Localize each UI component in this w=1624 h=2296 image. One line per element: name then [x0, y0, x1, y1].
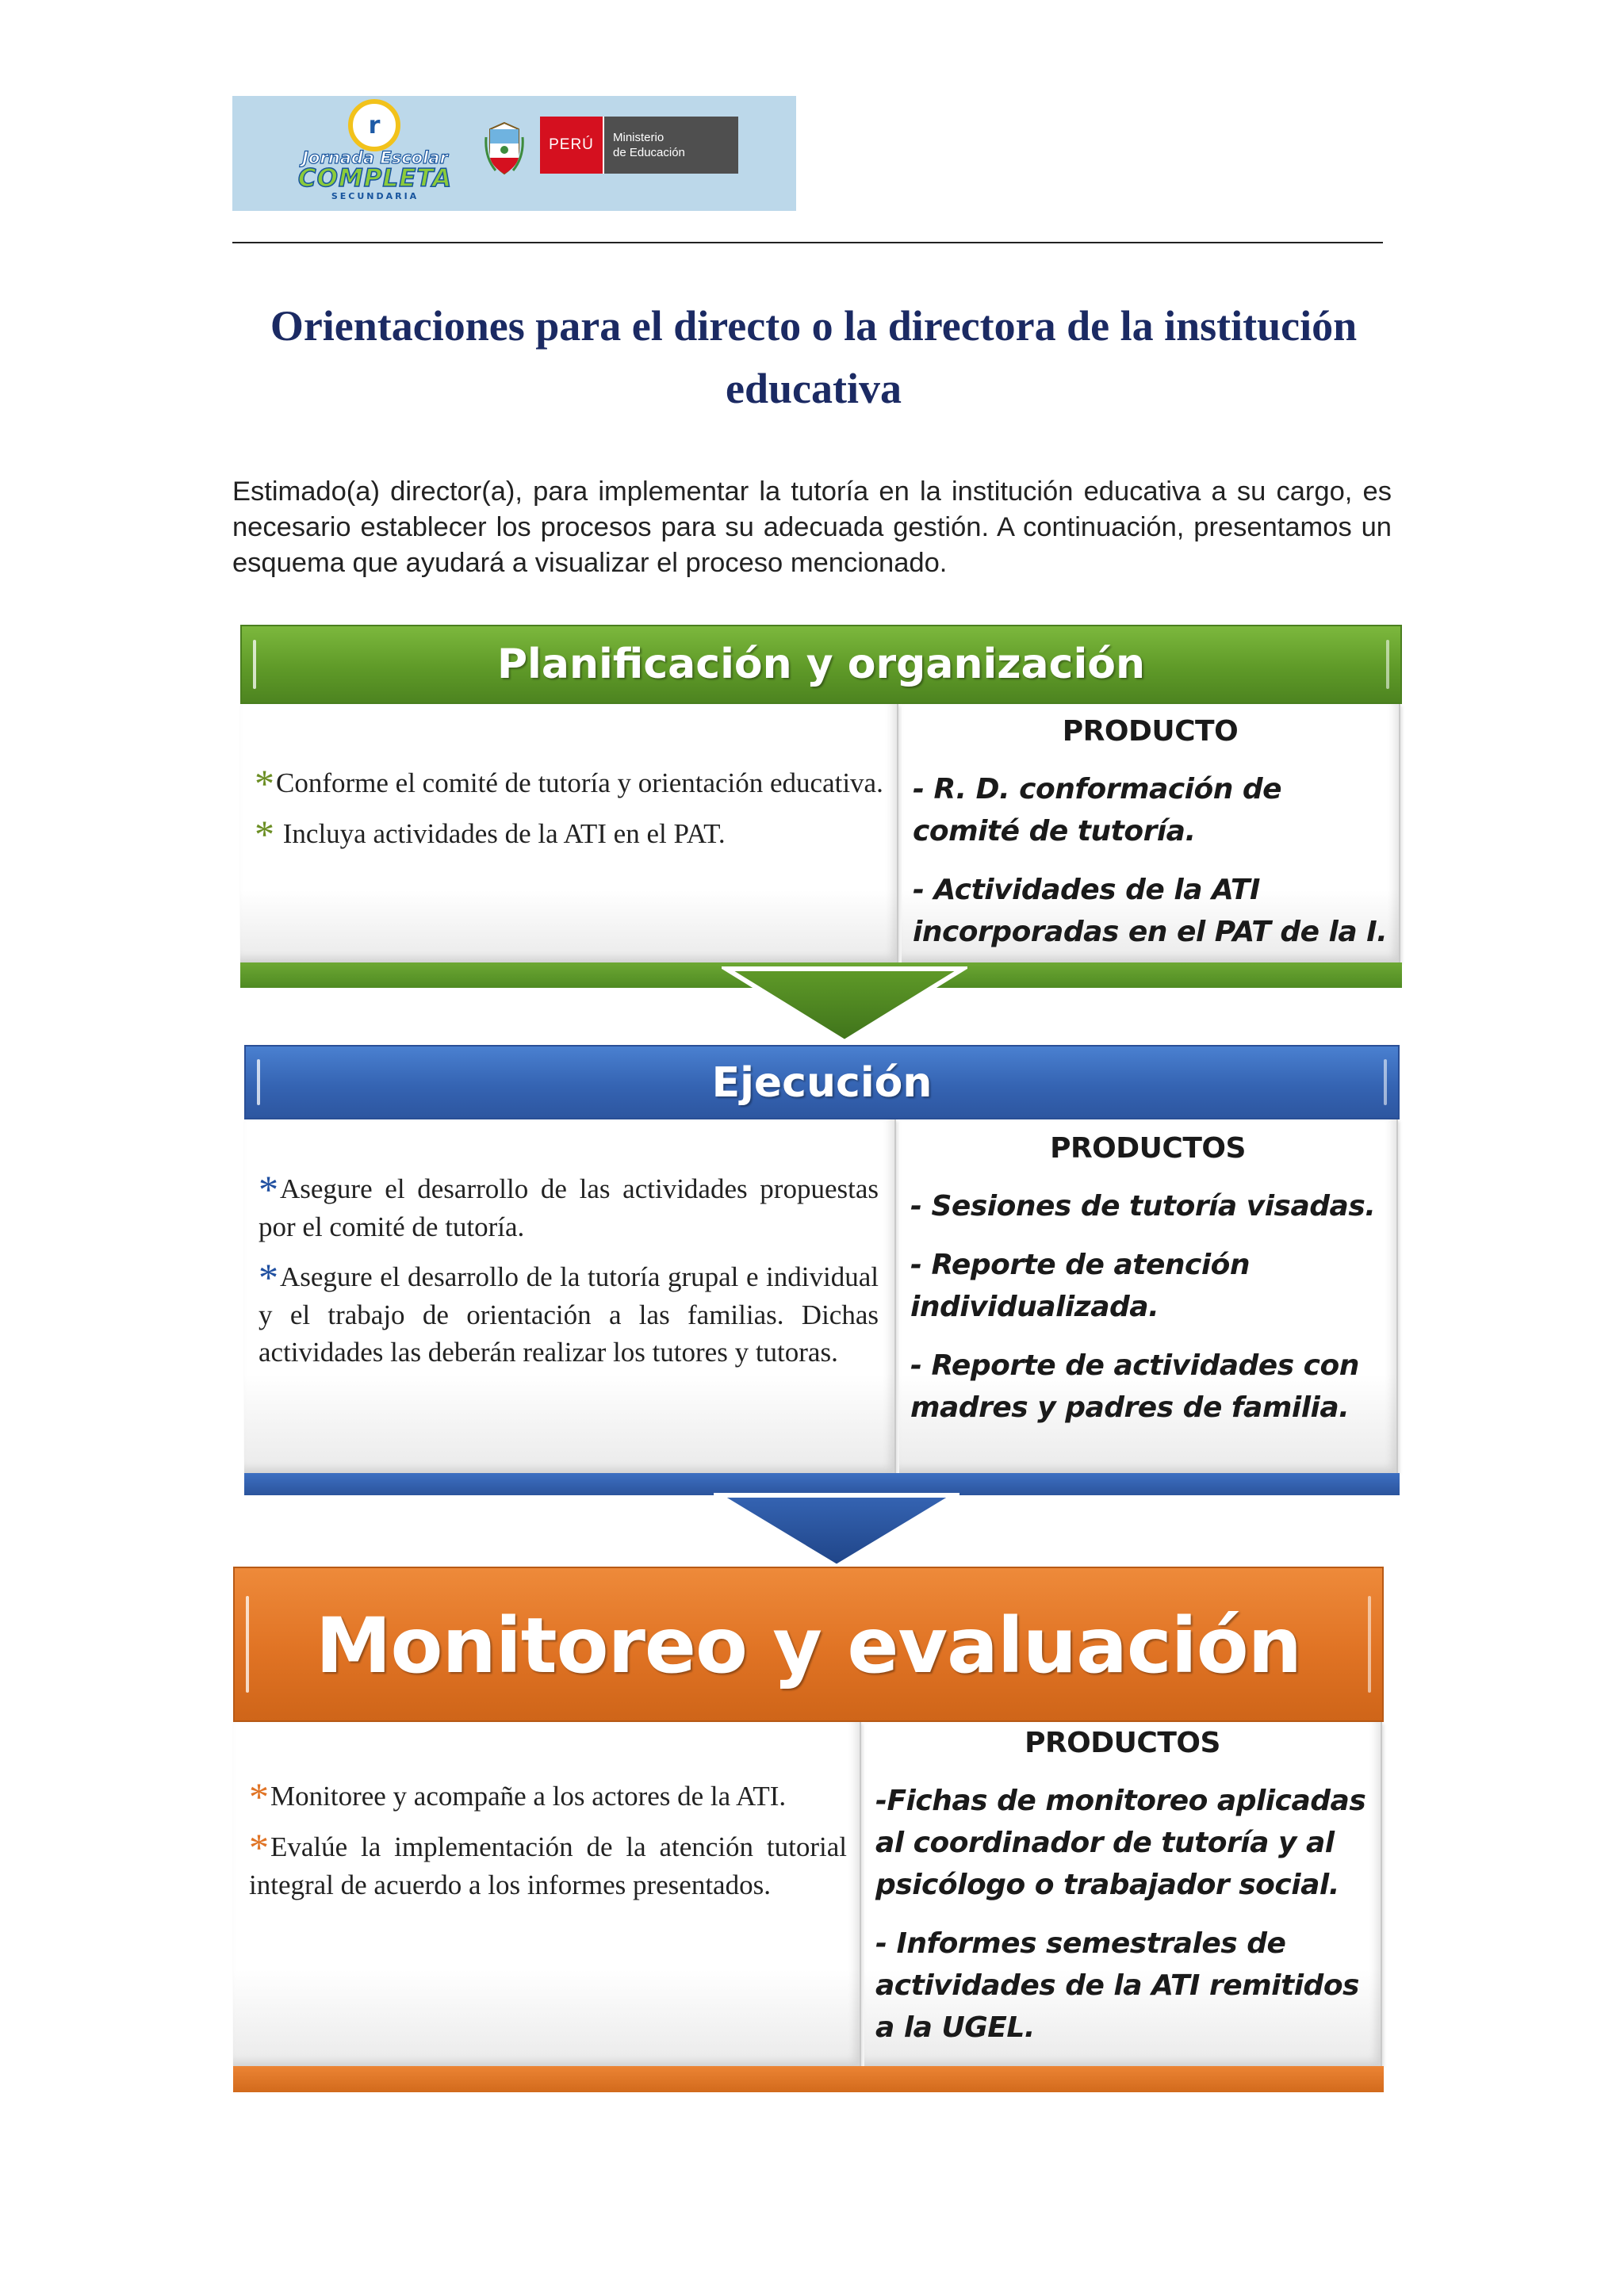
- actions-panel: [233, 1722, 861, 2066]
- action-text: Evalúe la implementación de la atención tutorial integral de acuerdo a los informes presentados.: [249, 1831, 847, 1900]
- product-item: - Sesiones de tutoría visadas.: [910, 1190, 1376, 1223]
- stage-ejecucion: [244, 1045, 1400, 1495]
- document-title: Orientaciones para el directo o la directora de la institución educativa: [270, 302, 1358, 412]
- asterisk-bullet-icon: *: [249, 1825, 269, 1869]
- clock-emblem-icon: [348, 99, 400, 151]
- action-item: [259, 1255, 879, 1371]
- asterisk-bullet-icon: *: [249, 1774, 269, 1819]
- minedu-logo: [540, 117, 738, 174]
- down-arrow-icon: [722, 966, 967, 1045]
- asterisk-bullet-icon: *: [255, 812, 274, 856]
- products-panel: [864, 1722, 1382, 2066]
- actions-panel: [244, 1119, 896, 1473]
- products-heading: PRODUCTOS: [1025, 1727, 1220, 1759]
- stage-planificacion: [240, 625, 1402, 988]
- action-text: Asegure el desarrollo de las actividades propuestas por el comité de tutoría.: [259, 1173, 879, 1242]
- product-item: - Reporte de atención individualizada.: [910, 1249, 1251, 1323]
- emblem-mark: r: [368, 111, 381, 140]
- stage-title: Ejecución: [244, 1045, 1400, 1119]
- stage-monitoreo: [233, 1567, 1384, 2092]
- jec-logo-line1: Jornada Escolar: [302, 148, 448, 167]
- action-item: [259, 1167, 879, 1246]
- products-panel: [902, 704, 1400, 962]
- jec-logo-line3: SECUNDARIA: [331, 191, 419, 201]
- product-item: -Fichas de monitoreo aplicadas al coordinador de tutoría y al psicólogo o trabajador social.: [875, 1785, 1366, 1901]
- jec-logo-line2: COMPLETA: [297, 164, 453, 193]
- peru-coat-of-arms-icon: [485, 121, 524, 177]
- products-heading: PRODUCTO: [1062, 715, 1239, 748]
- action-text: Monitoree y acompañe a los actores de la ATI.: [270, 1781, 787, 1812]
- header-logo-strip: [232, 96, 796, 211]
- down-arrow-icon: [714, 1492, 959, 1570]
- ministry-line2: de Educación: [613, 146, 685, 159]
- product-item: - R. D. conformación de comité de tutoría.: [913, 773, 1282, 848]
- action-item: [255, 812, 884, 856]
- peru-label: PERÚ: [540, 117, 603, 174]
- stage-footer-strip: [233, 2066, 1384, 2092]
- asterisk-bullet-icon: *: [259, 1255, 278, 1299]
- actions-panel: [240, 704, 898, 962]
- stage-title: Planificación y organización: [240, 625, 1402, 704]
- products-heading: PRODUCTOS: [1050, 1132, 1246, 1165]
- intro-paragraph: Estimado(a) director(a), para implementar la tutoría en la institución educativa a su cargo, es necesario establecer los procesos para su adecuada gestión. A continuación, presentamos un esquema que ayudará a visualizar el proceso mencionado.: [232, 476, 1392, 578]
- ministry-label: [603, 117, 738, 174]
- action-text: Asegure el desarrollo de la tutoría grupal e individual y el trabajo de orientación a las familias. Dichas actividades las deberán realizar los tutores y tutoras.: [259, 1261, 879, 1368]
- product-item: - Informes semestrales de actividades de la ATI remitidos a la UGEL.: [875, 1927, 1359, 2044]
- action-item: [249, 1774, 847, 1819]
- product-item: - Actividades de la ATI incorporadas en el PAT de la I.: [913, 874, 1388, 948]
- products-panel: [899, 1119, 1398, 1473]
- action-text: Conforme el comité de tutoría y orientación educativa.: [276, 767, 883, 798]
- action-text: Incluya actividades de la ATI en el PAT.: [282, 818, 726, 849]
- asterisk-bullet-icon: *: [259, 1167, 278, 1211]
- action-item: [249, 1825, 847, 1904]
- header-divider: [232, 242, 1383, 243]
- stage-title: Monitoreo y evaluación: [233, 1567, 1384, 1722]
- asterisk-bullet-icon: *: [255, 761, 274, 806]
- ministry-line1: Ministerio: [613, 131, 665, 144]
- product-item: - Reporte de actividades con madres y padres de familia.: [910, 1349, 1359, 1424]
- jornada-escolar-completa-logo: [296, 99, 454, 207]
- action-item: [255, 761, 884, 806]
